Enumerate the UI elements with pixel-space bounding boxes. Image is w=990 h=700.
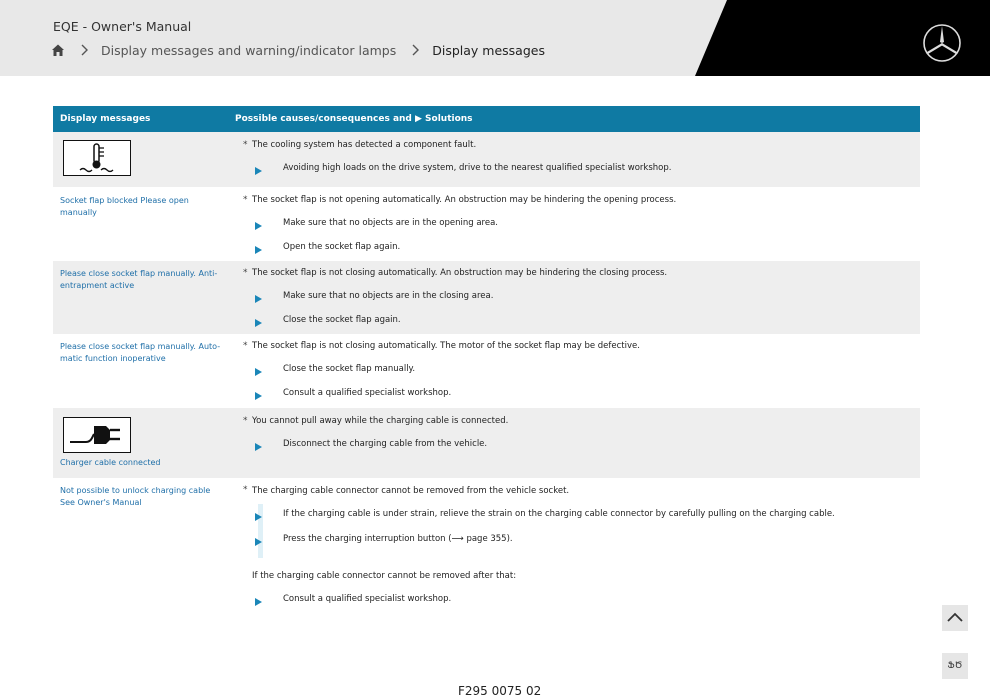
solution-text: Consult a qualified specialist workshop. [283,594,452,604]
page-header [0,0,990,76]
solution-text: Consult a qualified specialist workshop. [283,388,452,398]
display-message: Charger cable connected [60,458,161,467]
column-header-solutions: Possible causes/consequences and ▶ Solutions [235,114,473,124]
charging-plug-icon [63,417,131,453]
solution-arrow-icon [255,537,263,546]
column-header-messages: Display messages [60,114,151,124]
breadcrumb-current: Display messages [432,42,545,58]
solution-arrow-icon [255,442,263,451]
solution-arrow-icon [255,391,263,400]
display-message: Socket flap blocked Please open manually [60,196,189,217]
cause-text: The charging cable connector cannot be removed from the vehicle socket. [252,486,570,496]
solution-text: Open the socket flap again. [283,242,401,252]
table-row: Charger cable connected * You cannot pull away while the charging cable is connected. Disconnect the charging cable from the vehicle. [53,408,920,478]
cause-text: You cannot pull away while the charging cable is connected. [252,416,509,426]
solution-text: Make sure that no objects are in the opening area. [283,218,498,228]
cause-text: The cooling system has detected a component fault. [252,140,477,150]
app-title: EQE - Owner's Manual [53,19,192,34]
chevron-up-icon [942,605,968,631]
home-icon[interactable] [51,43,65,57]
chevron-right-icon [410,43,420,57]
solution-arrow-icon [255,245,263,254]
solution-text: Disconnect the charging cable from the vehicle. [283,439,488,449]
chevron-right-icon [79,43,89,57]
solution-text: Close the socket flap again. [283,315,401,325]
breadcrumb [51,42,545,58]
scroll-to-top-button[interactable] [942,605,968,631]
breadcrumb-link[interactable]: Display messages and warning/indicator lamps [101,42,397,58]
solution-text: Make sure that no objects are in the closing area. [283,291,494,301]
page-reference-button[interactable]: ՖԾ [942,653,968,679]
table-row: Please close socket flap manually. Anti- entrapment active * The socket flap is not closing automatically. An obstruction may be hindering the closing process. Make sure that no objects are in the closing area. Close the socket flap again. [53,261,920,334]
solution-arrow-icon [255,597,263,606]
table-row: Socket flap blocked Please open manually * The socket flap is not opening automatically. An obstruction may be hindering the opening process. Make sure that no objects are in the opening area. Open the socket flap again. [60,195,677,252]
display-message: Please close socket flap manually. Auto- matic function inoperative [60,342,221,363]
solution-text: Close the socket flap manually. [283,364,416,374]
solution-arrow-icon [255,367,263,376]
solution-text: If the charging cable is under strain, relieve the strain on the charging cable connector by carefully pulling on the charging cable. [283,509,835,519]
solution-text: Press the charging interruption button (⟶ page 355). [283,534,513,544]
cause-text: The socket flap is not closing automatically. The motor of the socket flap may be defective. [252,341,640,351]
solution-arrow-icon [255,166,263,175]
display-message: Not possible to unlock charging cable See Owner's Manual [60,486,211,507]
display-messages-table [53,106,920,628]
table-header [53,106,920,132]
table-row: Please close socket flap manually. Auto- matic function inoperative * The socket flap is not closing automatically. The motor of the socket flap may be defective. Close the socket flap manually. Consult a qualified specialist workshop. [60,341,640,398]
solution-text: Avoiding high loads on the drive system, drive to the nearest qualified specialist workshop. [283,163,672,173]
note-text: If the charging cable connector cannot be removed after that: [252,571,517,581]
display-message: Please close socket flap manually. Anti- entrapment active [60,269,218,290]
figure-code: F295 0075 02 [458,684,542,698]
mercedes-star-logo [922,23,962,63]
cause-text: The socket flap is not opening automatically. An obstruction may be hindering the opening process. [252,195,677,205]
table-row: Not possible to unlock charging cable See Owner's Manual * The charging cable connector cannot be removed from the vehicle socket. If the charging cable is under strain, relieve the strain on the charging cable connector by carefully pulling on the charging cable. Press the charging interruption button (⟶ page 355). If the charging cable connector cannot be removed after that: Consult a qualified specialist workshop. [60,485,835,604]
solution-arrow-icon [255,318,263,327]
solution-arrow-icon [255,512,263,521]
table-row: * The cooling system has detected a component fault. Avoiding high loads on the drive system, drive to the nearest qualified specialist workshop. [53,132,920,187]
solution-arrow-icon [255,221,263,230]
cause-text: The socket flap is not closing automatically. An obstruction may be hindering the closing process. [252,268,668,278]
coolant-temperature-icon [63,140,131,176]
solution-arrow-icon [255,294,263,303]
